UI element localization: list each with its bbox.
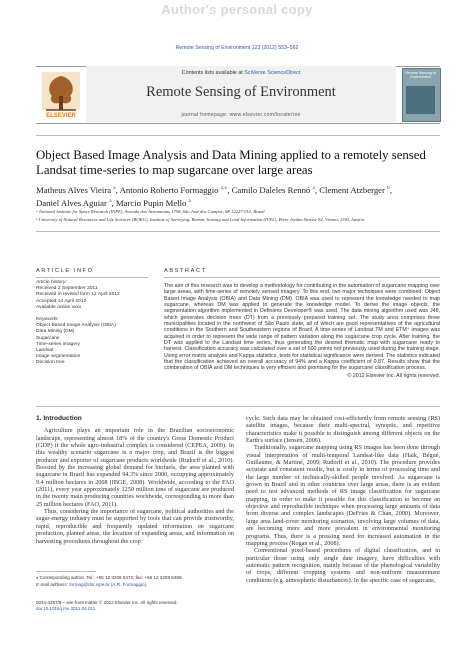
article-info-heading: ARTICLE INFO [36,268,94,274]
paragraph: Conventional pixel-based procedures of digital classification, and in particular those using only single date imagery, have difficulties with automatic pattern recognition, mainly because of the phenological variability of crops, different cropping systems and non-uniform measurement conditions (e.g. atmospheric disturbances). In the specific case of sugarcane, [246,547,440,584]
paragraph: Thus, considering the importance of sugarcane, political authorities and the sugar-energy industry must be supported by tools that can provide trustworthy, rapid, reproducible and frequently updated information on sugarcane production, planted areas, the location of expanding areas, and information on harvesting procedures throughout the crop [36,508,234,545]
divider [36,406,440,407]
paragraph: Traditionally, sugarcane mapping using RS images has been done through visual interpretation of multi-temporal Landsat-like data (Haik, Bégué, Guillaume, & Martiné, 2009; Rudorff et al., 2010). The procedure provides accurate and consistent results, but is costly in terms of processing time and the large number of technically-skilled people involved. As sugarcane is grown in Brazil and in other countries over large areas, there is an evident need to test advanced methods of RS image classification for sugarcane mapping, in order to make it possible for this classification to become an objective and reproducible technique when processing large amounts of data from diverse and complex landscapes (DeFries & Chan, 2000). Moreover, large area land-cover monitoring scenarios, involving large volumes of data, are becoming more and more prevalent in environmental monitoring programs. Thus, there is a pressing need for increased automation in the mapping process (Rogan et al., 2008). [246,444,440,547]
bottom-info: 0034-4257/$ – see front matter © 2012 Elsevier Inc. All rights reserved. doi:10.1016/j.rse.2012.04.011 [36,600,234,613]
keyword: Object Based Image Analysis (OBIA) [36,323,116,329]
author[interactable]: Marcio Pupin Mello [115,198,187,209]
left-column [36,415,234,545]
publisher-logo-text: ELSEVIER [46,113,76,119]
journal-homepage[interactable]: journal homepage: www.elsevier.com/locate/rse [181,112,301,118]
affiliation: ᵇ University of Natural Resources and Life Sciences (BOKU), Institute of Surveying, Remote Sensing and Land Information (IVFL), Peter Jordan Strasse 82, Vienna, 1190, Austria [36,216,365,222]
keyword: Sugarcane [36,335,60,341]
article-info: Article history: Received 2 September 2011 Received in revised form 12 April 2012 Accepted 14 April 2012 Available online xxxx Keywords: Object Based Image Analysis (OBIA) Data Mining (DM) Sugarcane Time-series imagery Landsat Image segmentation Decision tree [36,280,144,367]
email-link[interactable]: formag@dsr.inpe.br (A.R. Formaggio). [69,582,148,587]
author-list: Matheus Alves Vieira $^a$, Antonio Roberto Formaggio $^{a,⁎}$, Camilo Daleles Rennó $^a$, Clement Atzberger $^b$, Daniel Alves Aguiar $^a$, Marcio Pupin Mello $^a$ [36,184,393,209]
keyword: Image segmentation [36,354,81,360]
journal-reference[interactable]: Remote Sensing of Environment 123 (2012) 553–562 [175,45,299,51]
cover-title: Remote Sensing of Environment [405,71,436,80]
copyright: © 2012 Elsevier Inc. All rights reserved. [347,372,440,379]
sciencedirect-link[interactable]: SciVerse ScienceDirect [244,70,301,76]
contents-line: Contents lists available at SciVerse ScienceDirect [181,70,301,76]
author[interactable]: Clement Atzberger [319,184,385,195]
journal-name: Remote Sensing of Environment [146,84,336,100]
paragraph: Agriculture plays an important role in the Brazilian socioeconomic landscape, representing almost 18% of the country's Gross Domestic Product (GDP) if the whole agro-industrial complex is considered (CEPEA, 2009). In this wealthy scenario sugarcane is a major crop, and Brazil is the biggest producer and exporter of sugarcane products worldwide (Rudorff et al., 2010). Boosted by the increasing global demand for biofuels, the area planted with sugarcane in Brazil has expanded 94.3% since 2000, occupying approximately 9.4 million hectares in 2008 (IBGE, 2008). Worldwide, according to the FAO (2011), every year approximately 1250 million tons of sugarcane are produced in the twenty main producing countries worldwide, corresponding to more than 25 million hectares (FAO, 2011). [36,427,234,508]
doi-link[interactable]: doi:10.1016/j.rse.2012.04.011 [36,606,96,612]
author[interactable]: Antonio Roberto Formaggio [119,184,219,195]
keyword: Landsat [36,348,54,354]
abstract-heading: ABSTRACT [164,268,207,274]
keyword: Decision tree [36,360,65,366]
right-column [246,415,440,584]
author[interactable]: Camilo Daleles Rennó [231,184,311,195]
section-heading: 1. Introduction [36,415,82,422]
divider [36,231,440,232]
abstract [164,283,440,379]
paragraph: cycle. Such data may be obtained cost-efficiently from remote sensing (RS) satellite images, because their multi-spectral, synoptic, and repetitive characteristics make it possible to distinguish among different objects on the Earth's surface (Jensen, 2006). [246,415,440,445]
author[interactable]: Daniel Alves Aguiar [36,198,107,209]
footnotes: ⁎ Corresponding author. Tel.: +55 12 3208 6472; fax: +55 12 3208 6499. E-mail address: formag@dsr.inpe.br (A.R. Formaggio). [36,575,183,587]
affiliation: ᵃ National Institute for Space Research (INPE), Avenida dos Astronautas 1758, São José dos Campos, SP 12227-010, Brazil [36,209,265,214]
keyword: Time-series imagery [36,341,81,347]
keyword: Data Mining (DM) [36,329,75,335]
article-title: Object Based Image Analysis and Data Mining applied to a remotely sensed Landsat time-series to map sugarcane over large areas [36,148,426,177]
abstract-text: The aim of this research was to develop a methodology for contributing in the automation of sugarcane mapping over large areas, with time-series of remotely sensed imagery. To this end, two major techniques were combined: Object Based Image Analysis (OBIA) and Data Mining (DM). OBIA was used to represent the knowledge needed to map sugarcane, whereas DM was applied to generate the knowledge model. To derive the image objects, the segmentation algorithm implemented in Definiens Developer® was used. The data mining algorithm used was J48, which generates decision trees (DT) from a previously prepared training set. The study area comprises three municipalities located in the northwest of São Paulo state, all of which are good representatives of the agricultural conditions in the Southern and Southeastern regions of Brazil. A time-series of Landsat TM and ETM⁺ images was acquired in order to represent the wide range of pattern variation along the sugarcane crop cycle. After training, the DT was applied to the Landsat time series, thus generating the desired thematic map with sugarcane ready to harvest. Classification accuracy was calculated over a set of 500 points not previously used during the training stage. Using error matrix analysis and Kappa statistics, tests for statistical significance were derived. The statistics indicated that the classification achieved an overall accuracy of 94% and a Kappa coefficient of 0.87. Results show that the combination of OBIA and DM techniques is very efficient and promising for the sugarcane classification process. [164,283,440,372]
cover-image [406,86,435,114]
watermark: Author's personal copy [161,2,313,17]
author[interactable]: Matheus Alves Vieira [36,184,112,195]
divider [36,135,440,136]
divider [164,277,440,278]
affiliations [36,208,440,223]
footnote-divider [36,571,96,572]
divider [36,277,148,278]
